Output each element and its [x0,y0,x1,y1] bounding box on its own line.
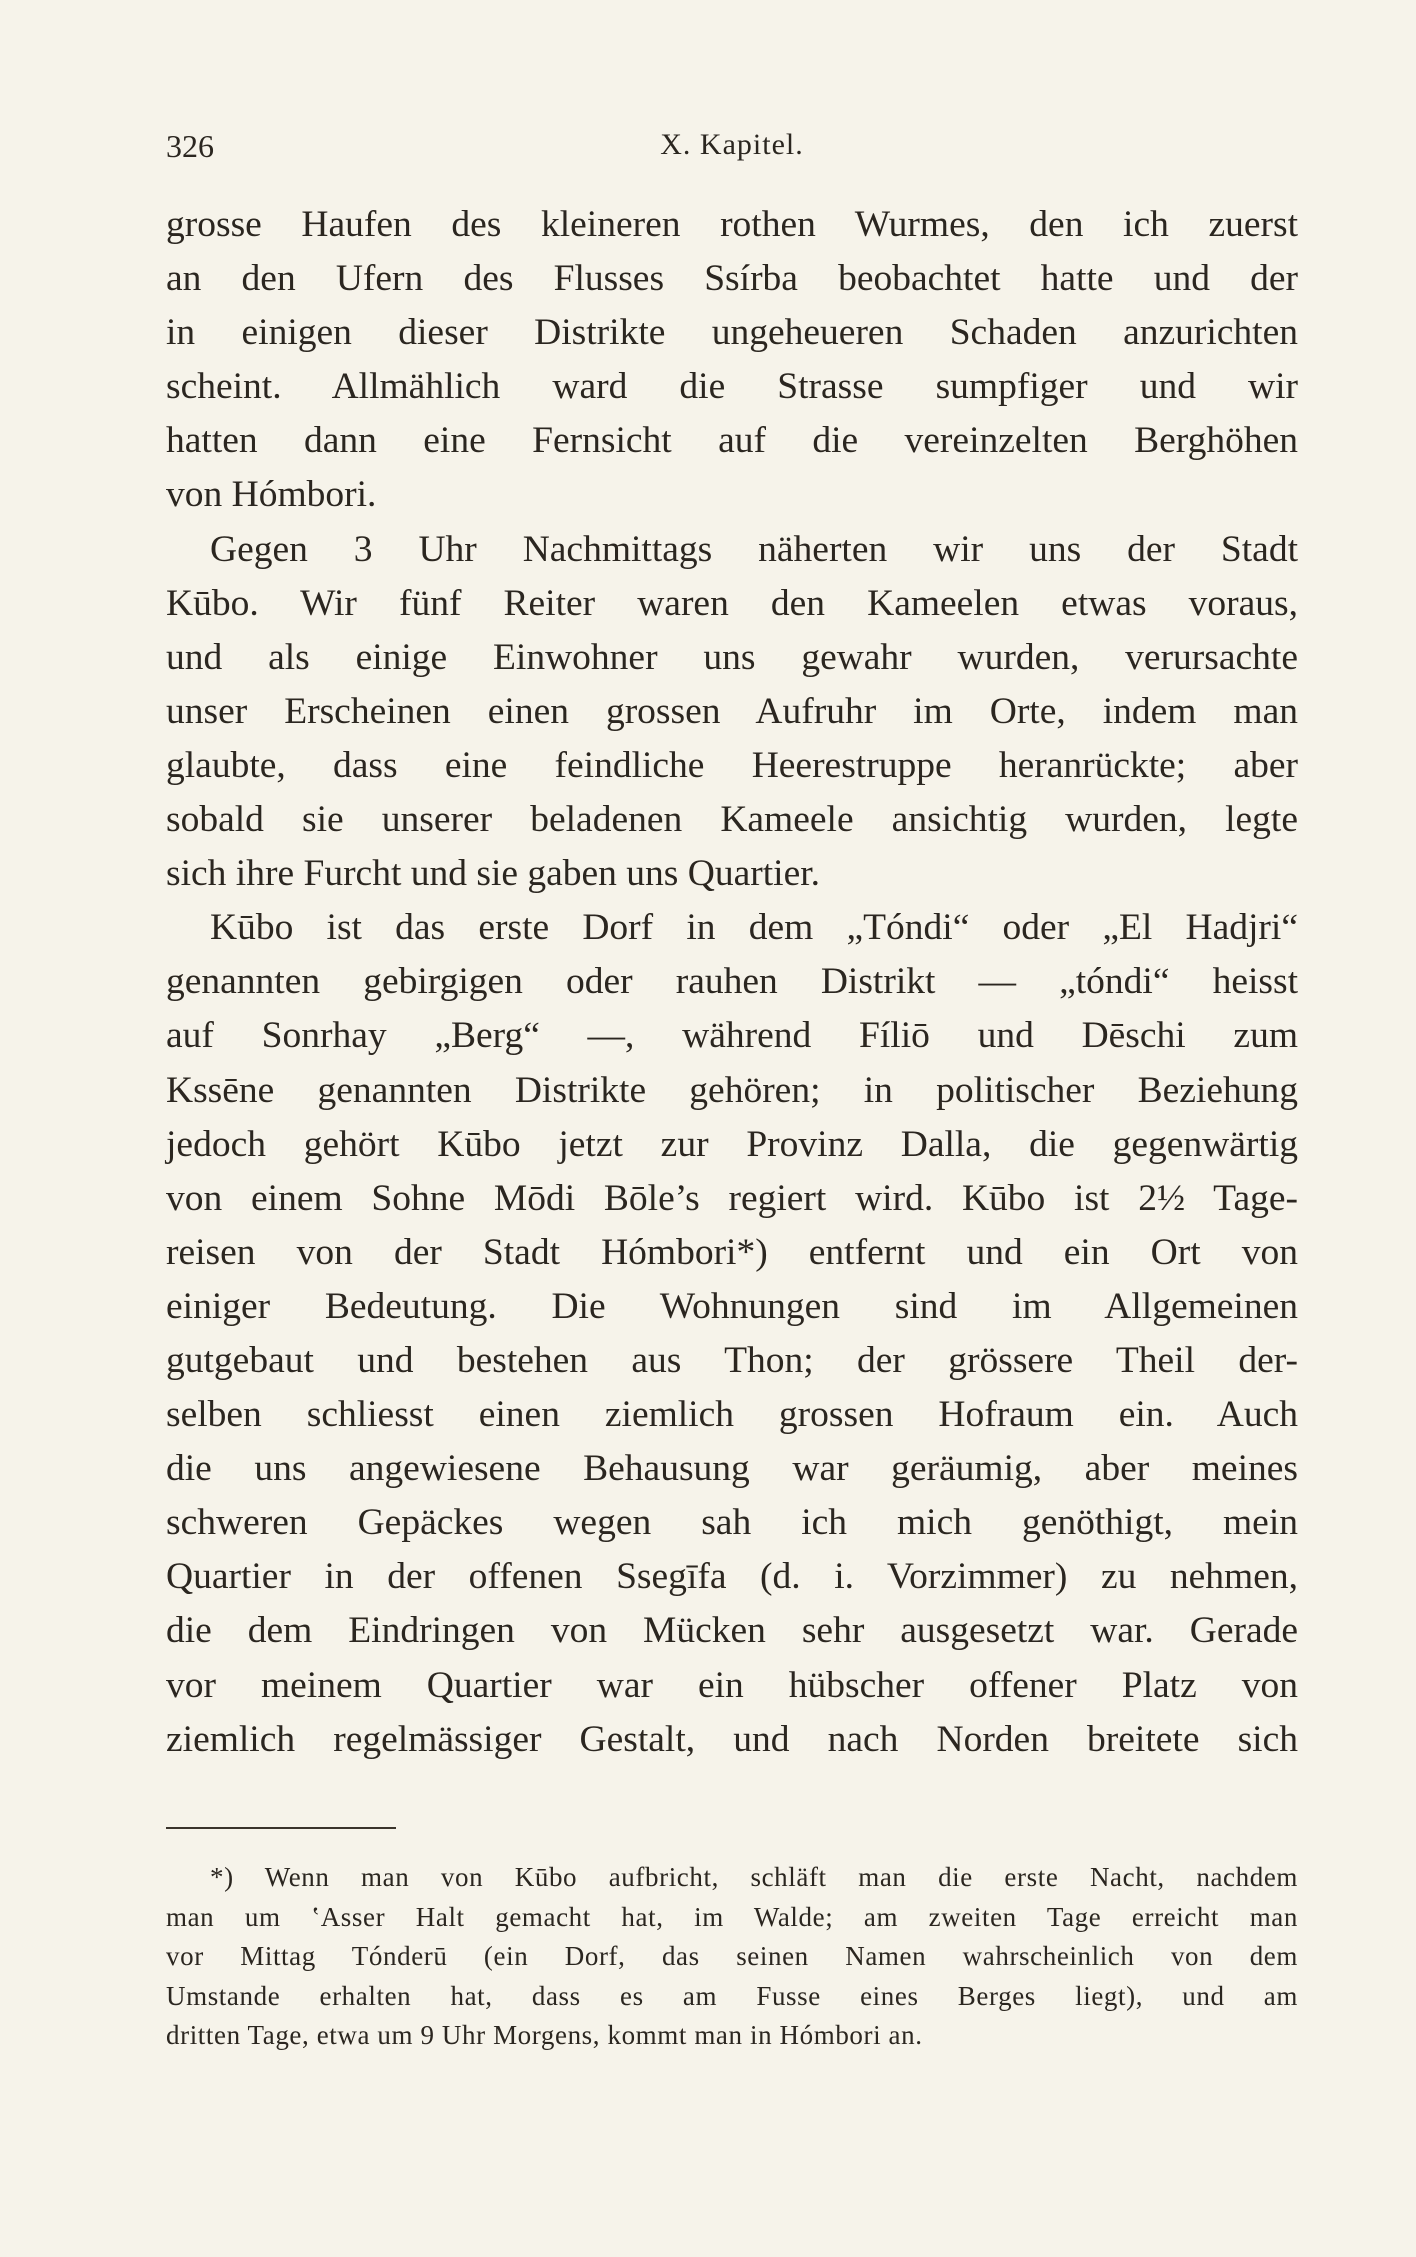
text-line: von einem Sohne Mōdi Bōle’s regiert wird. Kūbo ist 2½ Tage- [166,1177,1298,1219]
text-line: einiger Bedeutung. Die Wohnungen sind im Allgemeinen [166,1285,1298,1327]
text-line: grosse Haufen des kleineren rothen Wurmes, den ich zuerst [166,204,1298,245]
text-line: und als einige Einwohner uns gewahr wurden, verursachte [166,636,1298,678]
page-header [166,128,1298,168]
text-line: gutgebaut und bestehen aus Thon; der grössere Theil der- [166,1339,1298,1381]
text-line: Gegen 3 Uhr Nachmittags näherten wir uns der Stadt [210,528,1298,570]
text-line: schweren Gepäckes wegen sah ich mich genöthigt, mein [166,1502,1298,1544]
footnote-line: Umstande erhalten hat, dass es am Fusse eines Berges liegt), und am [166,1980,1298,2011]
text-line: scheint. Allmählich ward die Strasse sumpfiger und wir [166,366,1298,408]
text-line: hatten dann eine Fernsicht auf die vereinzelten Berghöhen [166,420,1298,462]
main-text [166,198,1298,1767]
text-line: die dem Eindringen von Mücken sehr ausgesetzt war. Gerade [166,1610,1298,1652]
footnote-line: dritten Tage, etwa um 9 Uhr Morgens, kommt man in Hómbori an. [166,2020,923,2050]
text-line: auf Sonrhay „Berg“ —, während Fíliō und Dēschi zum [166,1015,1298,1057]
footnote [166,1858,1298,2056]
text-line: sich ihre Furcht und sie gaben uns Quartier. [166,853,821,895]
text-line: die uns angewiesene Behausung war geräumig, aber meines [166,1448,1298,1490]
text-line: sobald sie unserer beladenen Kameele ansichtig wurden, legte [166,799,1298,841]
text-line: genannten gebirgigen oder rauhen Distrikt — „tóndi“ heisst [166,961,1298,1003]
footnote-line: man um ʽAsser Halt gemacht hat, im Walde; am zweiten Tage erreicht man [166,1901,1298,1932]
text-line: reisen von der Stadt Hómbori*) entfernt und ein Ort von [166,1231,1298,1273]
text-line: vor meinem Quartier war ein hübscher offener Platz von [166,1664,1298,1706]
text-line: in einigen dieser Distrikte ungeheueren Schaden anzurichten [166,312,1298,354]
text-line: selben schliesst einen ziemlich grossen Hofraum ein. Auch [166,1394,1298,1436]
footnote-line: *) Wenn man von Kūbo aufbricht, schläft man die erste Nacht, nachdem [210,1862,1298,1892]
text-line: ziemlich regelmässiger Gestalt, und nach Norden breitete sich [166,1718,1298,1760]
text-line: Quartier in der offenen Ssegīfa (d. i. Vorzimmer) zu nehmen, [166,1556,1298,1598]
text-line: Kūbo ist das erste Dorf in dem „Tóndi“ oder „El Hadjri“ [210,907,1298,949]
page-number: 326 [166,128,214,164]
text-line: glaubte, dass eine feindliche Heerestruppe heranrückte; aber [166,744,1298,786]
text-line: jedoch gehört Kūbo jetzt zur Provinz Dalla, die gegenwärtig [166,1123,1298,1165]
text-line: Kssēne genannten Distrikte gehören; in politischer Beziehung [166,1069,1298,1111]
text-line: Kūbo. Wir fünf Reiter waren den Kameelen etwas voraus, [166,582,1298,624]
text-line: unser Erscheinen einen grossen Aufruhr im Orte, indem man [166,690,1298,732]
running-head: X. Kapitel. [660,128,804,161]
text-line: an den Ufern des Flusses Ssírba beobachtet hatte und der [166,258,1298,300]
text-line: von Hómbori. [166,474,377,516]
footnote-line: vor Mittag Tónderū (ein Dorf, das seinen Namen wahrscheinlich von dem [166,1941,1298,1971]
footnote-divider [166,1827,396,1829]
